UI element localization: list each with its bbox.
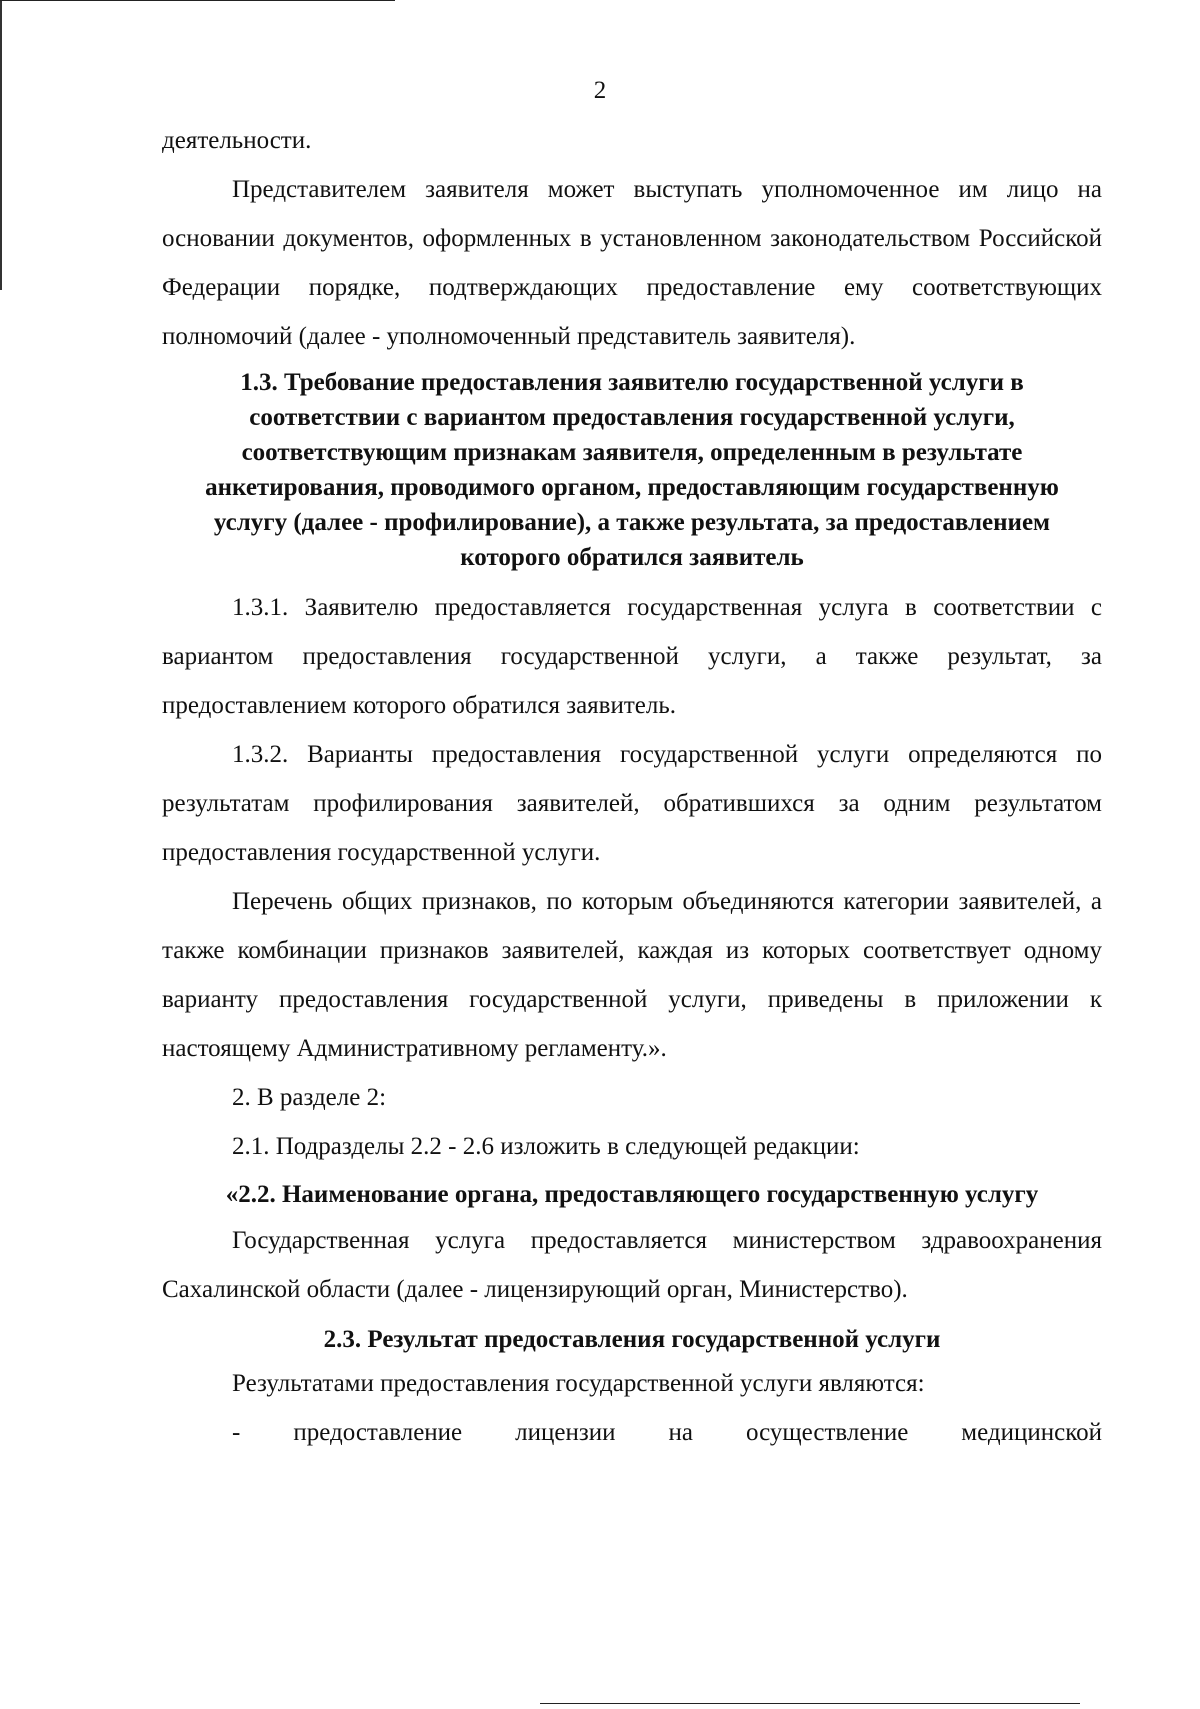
page-number: 2 (593, 77, 607, 104)
section-heading-2-2: «2.2. Наименование органа, предоставляющего государственную услугу (225, 1181, 1039, 1208)
paragraph-list-item-license: - предоставление лицензии на осуществление медицинской (232, 1419, 1102, 1446)
paragraph-2-2-body: Государственная услуга предоставляется министерством здравоохранения Сахалинской области (далее - лицензирующий орган, Министерство). (162, 1227, 1102, 1303)
section-heading-1-3: 1.3. Требование предоставления заявителю государственной услуги в соответствии с вариантом предоставления государственной услуги, соответствующим признакам заявителя, определенным в результате анкетирования, проводимого органом, предоставляющим государственную услугу (далее - профилирование), а также результата, за предоставлением которого обратился заявитель (205, 369, 1059, 571)
paragraph-continuation: деятельности. (162, 127, 312, 154)
paragraph-representative: Представителем заявителя может выступать уполномоченное им лицо на основании документов, оформленных в установленном законодательством Российской Федерации порядке, подтверждающих предоставление ему соответствующих полномочий (далее - уполномоченный представитель заявителя). (162, 176, 1102, 350)
paragraph-1-3-1: 1.3.1. Заявителю предоставляется государственная услуга в соответствии с вариантом предоставления государственной услуги, а также результат, за предоставлением которого обратился заявитель. (162, 594, 1102, 719)
paragraph-section-2: 2. В разделе 2: (232, 1084, 387, 1111)
scan-edge-mark (0, 0, 2, 290)
scan-top-mark (0, 0, 395, 1)
scan-bottom-mark (540, 1703, 1080, 1704)
paragraph-2-1: 2.1. Подразделы 2.2 - 2.6 изложить в следующей редакции: (232, 1133, 860, 1160)
paragraph-criteria-list: Перечень общих признаков, по которым объединяются категории заявителей, а также комбинации признаков заявителей, каждая из которых соответствует одному варианту предоставления государственной услуги, приведены в приложении к настоящему Административному регламенту.». (162, 888, 1102, 1062)
section-heading-2-3: 2.3. Результат предоставления государственной услуги (323, 1326, 941, 1353)
document-body (162, 116, 1102, 1457)
paragraph-2-3-results: Результатами предоставления государственной услуги являются: (232, 1370, 925, 1397)
paragraph-1-3-2: 1.3.2. Варианты предоставления государственной услуги определяются по результатам профилирования заявителей, обратившихся за одним результатом предоставления государственной услуги. (162, 741, 1102, 866)
